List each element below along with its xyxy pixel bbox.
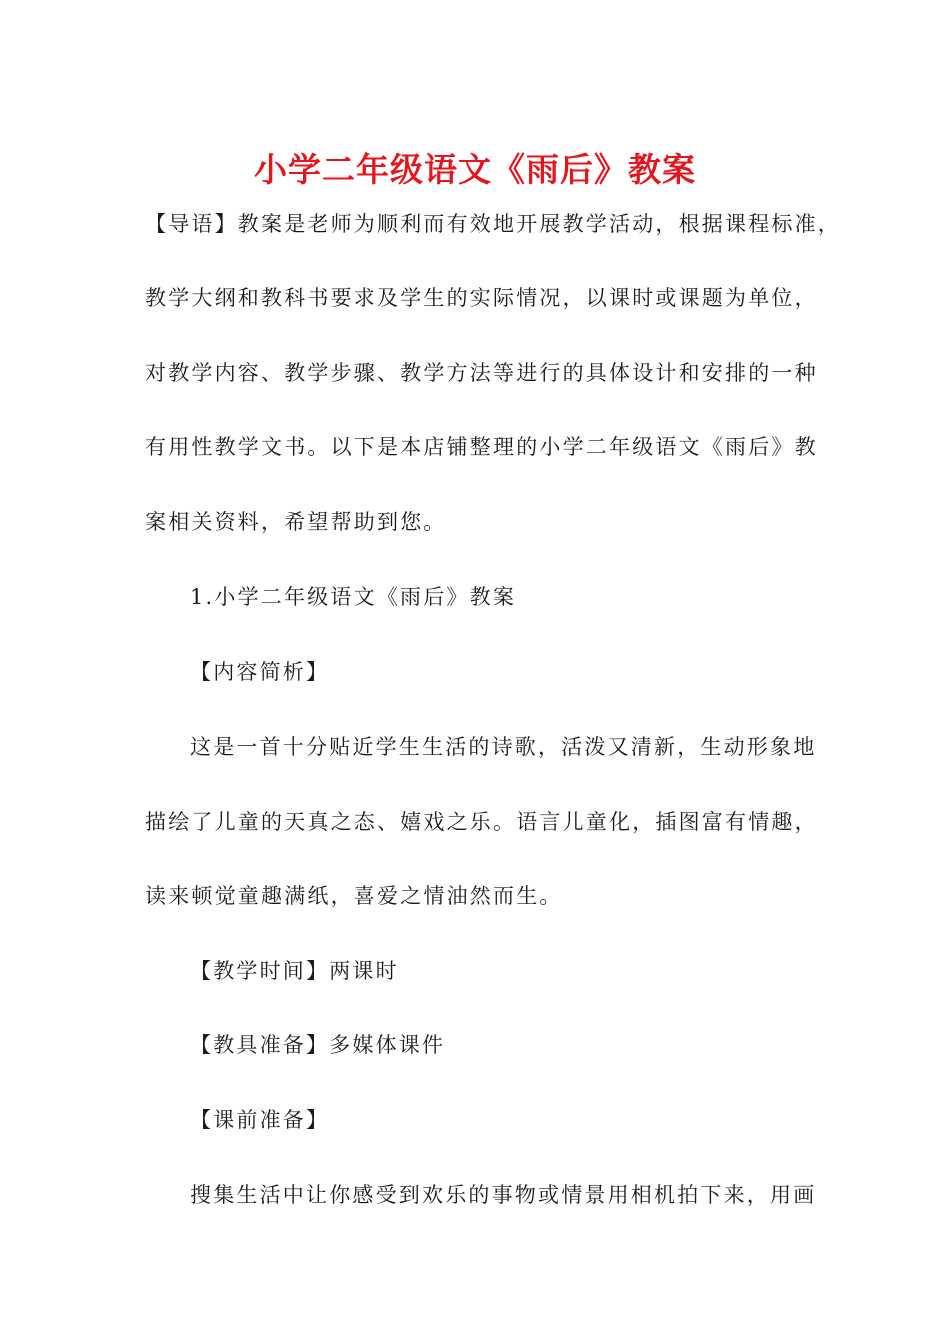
document-title: 小学二年级语文《雨后》教案 <box>254 150 696 189</box>
intro-line-2: 教学大纲和教科书要求及学生的实际情况，以课时或课题为单位， <box>145 286 818 310</box>
section-heading: 1.小学二年级语文《雨后》教案 <box>190 585 517 609</box>
teaching-time: 【教学时间】两课时 <box>190 959 399 983</box>
analysis-line-1: 这是一首十分贴近学生生活的诗歌，活泼又清新，生动形象地 <box>190 735 817 759</box>
intro-line-4: 有用性教学文书。以下是本店铺整理的小学二年级语文《雨后》教 <box>145 435 818 459</box>
content-analysis-label: 【内容简析】 <box>190 660 330 684</box>
pre-class-prep-line-1: 搜集生活中让你感受到欢乐的事物或情景用相机拍下来，用画 <box>190 1183 817 1207</box>
pre-class-prep-label: 【课前准备】 <box>190 1108 330 1132</box>
analysis-line-2: 描绘了儿童的天真之态、嬉戏之乐。语言儿童化，插图富有情趣， <box>145 810 818 834</box>
intro-line-3: 对教学内容、教学步骤、教学方法等进行的具体设计和安排的一种 <box>145 361 818 385</box>
teaching-tools: 【教具准备】多媒体课件 <box>190 1033 446 1057</box>
analysis-line-3: 读来顿觉童趣满纸，喜爱之情油然而生。 <box>145 884 563 908</box>
intro-line-5: 案相关资料，希望帮助到您。 <box>145 510 447 534</box>
intro-line-1: 【导语】教案是老师为顺利而有效地开展教学活动，根据课程标准， <box>145 212 841 236</box>
